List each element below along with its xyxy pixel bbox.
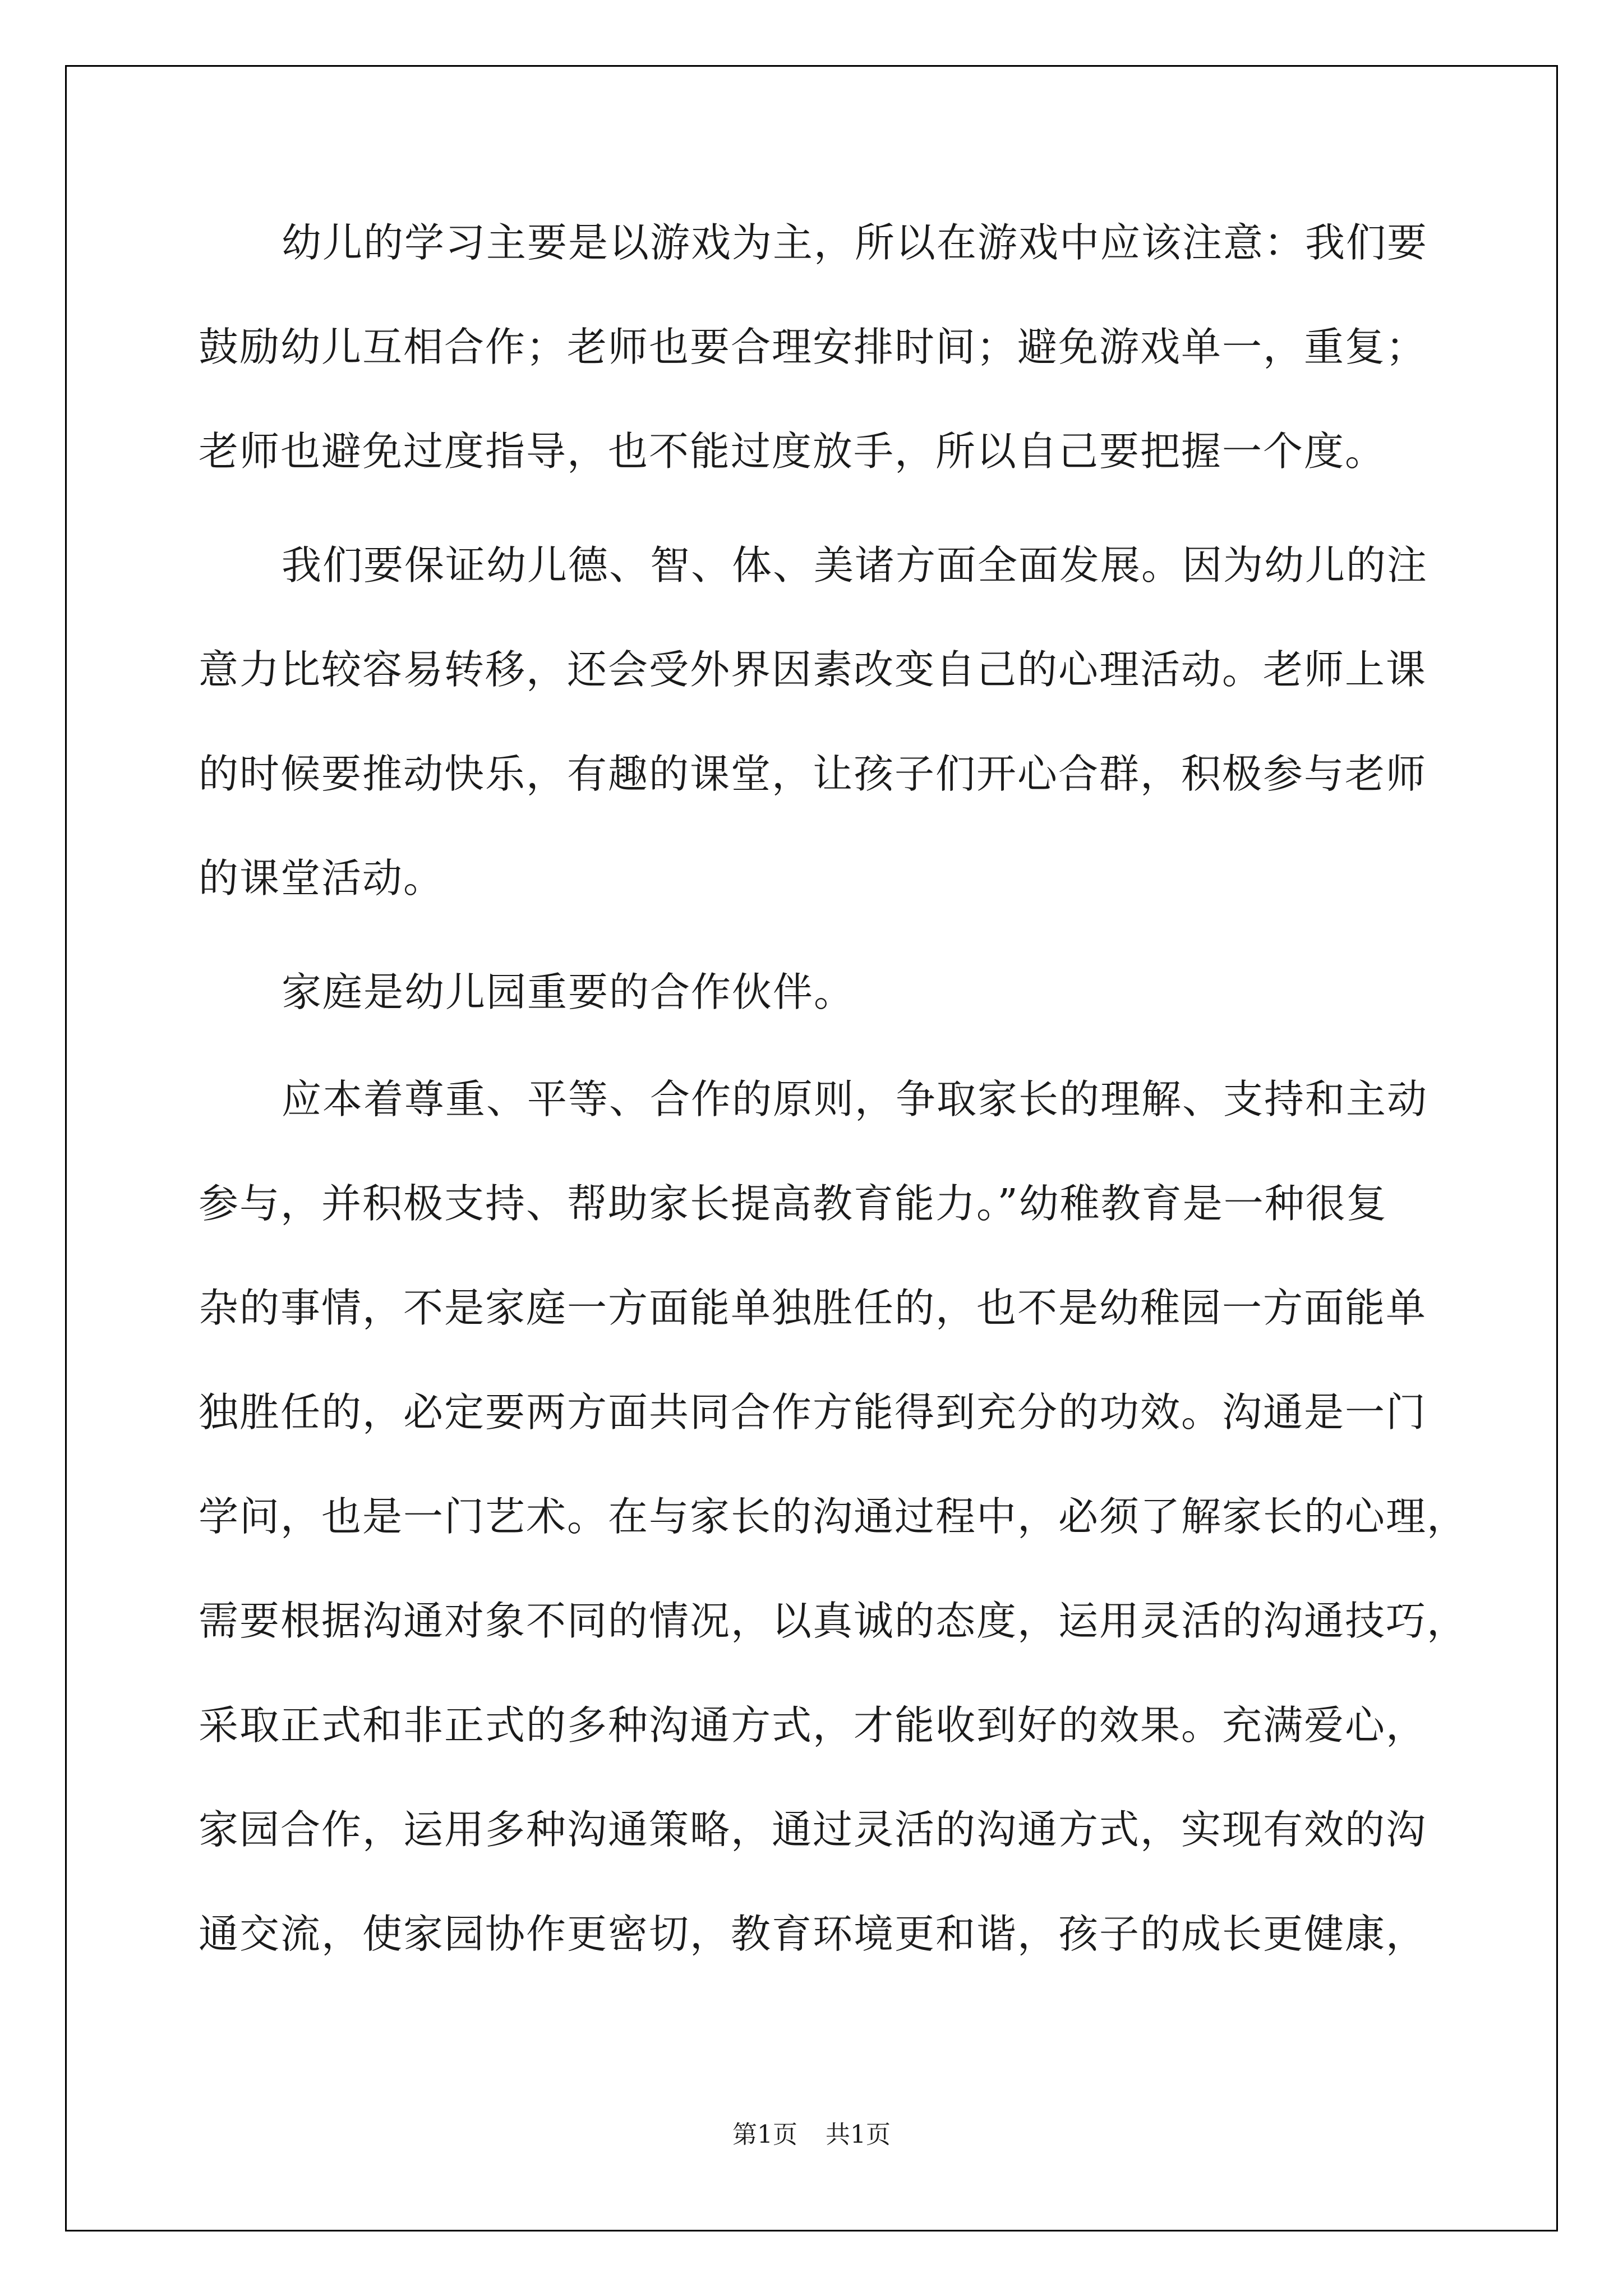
page-footer xyxy=(0,2118,1623,2152)
paragraph-2-line-1: 我们要保证幼儿德、智、体、美诸方面全面发展。因为幼儿的注 xyxy=(282,542,1428,588)
paragraph-4-line-6: 需要根据沟通对象不同的情况，以真诚的态度，运用灵活的沟通技巧， xyxy=(199,1598,1468,1644)
paragraph-2-line-2: 意力比较容易转移，还会受外界因素改变自己的心理活动。老师上课 xyxy=(199,646,1427,693)
paragraph-4-line-4: 独胜任的，必定要两方面共同合作方能得到充分的功效。沟通是一门 xyxy=(199,1389,1427,1435)
paragraph-1-line-1: 幼儿的学习主要是以游戏为主，所以在游戏中应该注意：我们要 xyxy=(282,219,1428,266)
paragraph-3-line-1: 家庭是幼儿园重要的合作伙伴。 xyxy=(282,969,855,1015)
page-number-total: 共1页 xyxy=(826,2120,891,2149)
page-number-current: 第1页 xyxy=(732,2120,797,2149)
paragraph-4-line-9: 通交流，使家园协作更密切，教育环境更和谐，孩子的成长更健康， xyxy=(199,1911,1427,1957)
paragraph-1-line-2: 鼓励幼儿互相合作；老师也要合理安排时间；避免游戏单一，重复； xyxy=(199,324,1427,370)
paragraph-2-line-3: 的时候要推动快乐，有趣的课堂，让孩子们开心合群，积极参与老师 xyxy=(199,751,1427,797)
paragraph-4-line-5: 学问，也是一门艺术。在与家长的沟通过程中，必须了解家长的心理， xyxy=(199,1493,1468,1540)
paragraph-4-line-8: 家园合作，运用多种沟通策略，通过灵活的沟通方式，实现有效的沟 xyxy=(199,1806,1427,1853)
paragraph-4-line-7: 采取正式和非正式的多种沟通方式，才能收到好的效果。充满爱心， xyxy=(199,1702,1427,1749)
paragraph-2-line-4: 的课堂活动。 xyxy=(199,855,445,901)
paragraph-4-line-3: 杂的事情，不是家庭一方面能单独胜任的，也不是幼稚园一方面能单 xyxy=(199,1285,1427,1331)
paragraph-4-line-1: 应本着尊重、平等、合作的原则，争取家长的理解、支持和主动 xyxy=(282,1076,1428,1122)
paragraph-1-line-3: 老师也避免过度指导，也不能过度放手，所以自己要把握一个度。 xyxy=(199,428,1386,475)
paragraph-4-line-2: 参与，并积极支持、帮助家长提高教育能力。”幼稚教育是一种很复 xyxy=(199,1180,1387,1227)
